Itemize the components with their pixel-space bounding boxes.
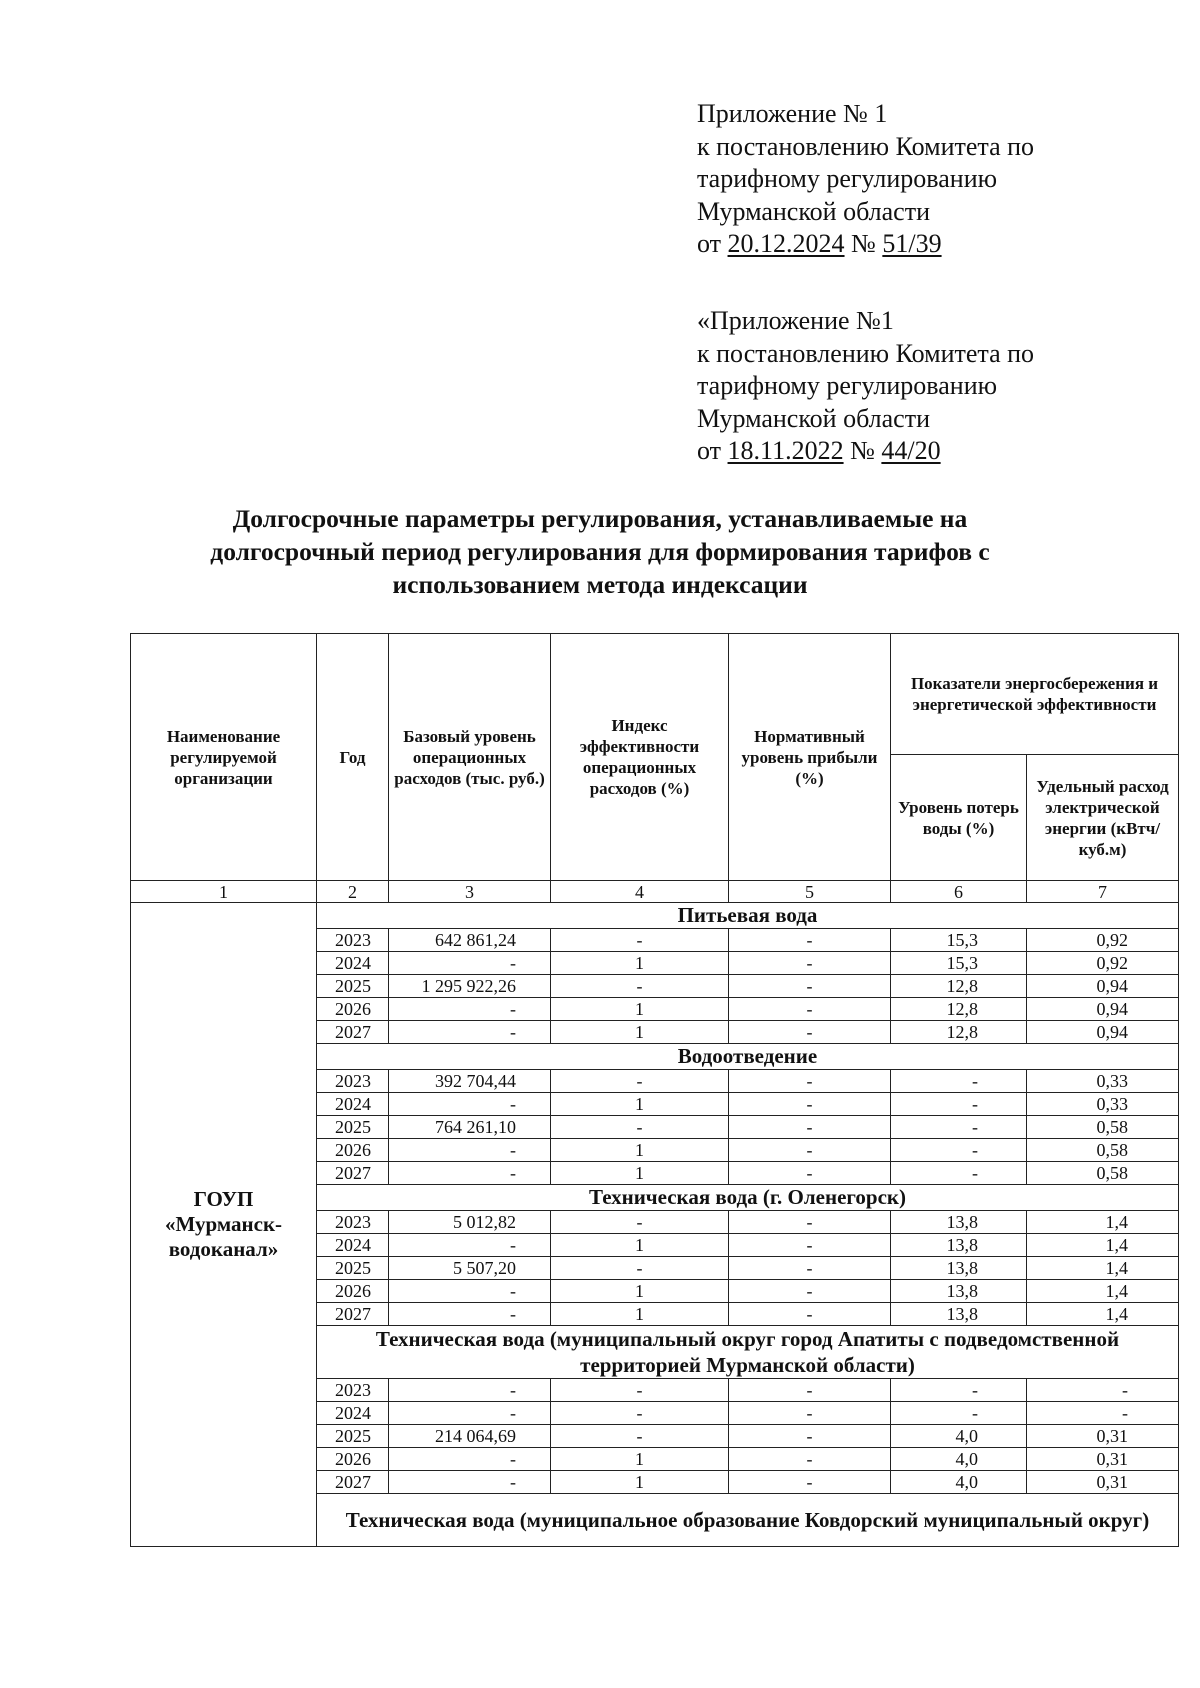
cell-electricity: 0,33: [1027, 1070, 1179, 1093]
cell-water-loss: -: [891, 1162, 1027, 1185]
cell-electricity: 0,58: [1027, 1162, 1179, 1185]
cell-year: 2023: [317, 1211, 389, 1234]
cell-efficiency-index: -: [551, 1257, 729, 1280]
cell-electricity: 0,31: [1027, 1448, 1179, 1471]
cell-year: 2024: [317, 952, 389, 975]
cell-efficiency-index: 1: [551, 1448, 729, 1471]
column-number: 2: [317, 881, 389, 903]
cell-water-loss: -: [891, 1116, 1027, 1139]
cell-water-loss: 15,3: [891, 952, 1027, 975]
cell-efficiency-index: -: [551, 975, 729, 998]
cell-water-loss: 15,3: [891, 929, 1027, 952]
cell-electricity: 0,94: [1027, 1021, 1179, 1044]
parameters-table: [130, 633, 1179, 1547]
cell-electricity: 0,31: [1027, 1425, 1179, 1448]
cell-profit-level: -: [729, 1211, 891, 1234]
approval-line: «Приложение №1: [697, 306, 894, 335]
cell-year: 2027: [317, 1021, 389, 1044]
approval-line: к постановлению Комитета по: [697, 131, 1035, 161]
cell-efficiency-index: 1: [551, 1093, 729, 1116]
cell-year: 2027: [317, 1303, 389, 1326]
cell-profit-level: -: [729, 929, 891, 952]
section-row: [131, 903, 1179, 929]
header-water-loss: Уровень потерь воды (%): [891, 755, 1027, 881]
column-number: 6: [891, 881, 1027, 903]
cell-profit-level: -: [729, 1471, 891, 1494]
cell-profit-level: -: [729, 1280, 891, 1303]
cell-year: 2026: [317, 1139, 389, 1162]
approval-block-current: [697, 98, 1034, 261]
cell-base-opex: 392 704,44: [389, 1070, 551, 1093]
cell-base-opex: 764 261,10: [389, 1116, 551, 1139]
cell-profit-level: -: [729, 1303, 891, 1326]
cell-water-loss: -: [891, 1093, 1027, 1116]
cell-base-opex: 5 507,20: [389, 1257, 551, 1280]
cell-profit-level: -: [729, 952, 891, 975]
cell-base-opex: -: [389, 1139, 551, 1162]
section-title: Техническая вода (г. Оленегорск): [317, 1185, 1179, 1211]
cell-water-loss: 4,0: [891, 1448, 1027, 1471]
header-base-opex: Базовый уровень операционных расходов (тыс. руб.): [389, 634, 551, 881]
section-title: Техническая вода (муниципальное образование Ковдорский муниципальный округ): [317, 1494, 1179, 1547]
column-number: 3: [389, 881, 551, 903]
title-line: использованием метода индексации: [392, 570, 808, 599]
approval-date: 18.11.2022: [727, 436, 844, 465]
approval-date-line: [697, 228, 1034, 261]
cell-profit-level: -: [729, 1379, 891, 1402]
organization-name: ГОУП «Мурманск-водоканал»: [131, 903, 317, 1547]
cell-water-loss: 12,8: [891, 975, 1027, 998]
cell-water-loss: 13,8: [891, 1211, 1027, 1234]
cell-base-opex: -: [389, 998, 551, 1021]
cell-profit-level: -: [729, 1402, 891, 1425]
cell-efficiency-index: -: [551, 1425, 729, 1448]
cell-efficiency-index: 1: [551, 1303, 729, 1326]
cell-year: 2025: [317, 975, 389, 998]
cell-year: 2024: [317, 1234, 389, 1257]
approval-number: 44/20: [881, 436, 941, 465]
cell-electricity: 0,58: [1027, 1139, 1179, 1162]
cell-profit-level: -: [729, 998, 891, 1021]
cell-base-opex: -: [389, 1448, 551, 1471]
cell-water-loss: 13,8: [891, 1280, 1027, 1303]
cell-year: 2027: [317, 1471, 389, 1494]
cell-efficiency-index: 1: [551, 1471, 729, 1494]
number-prefix: №: [851, 229, 876, 258]
column-number-row: [131, 881, 1179, 903]
cell-profit-level: -: [729, 1070, 891, 1093]
cell-profit-level: -: [729, 1139, 891, 1162]
approval-line: к постановлению Комитета по: [697, 338, 1035, 368]
header-org: Наименование регулируемой организации: [131, 634, 317, 881]
cell-base-opex: 1 295 922,26: [389, 975, 551, 998]
approval-line: тарифному регулированию: [697, 371, 998, 400]
cell-efficiency-index: 1: [551, 998, 729, 1021]
header-row: [131, 634, 1179, 755]
cell-electricity: 1,4: [1027, 1303, 1179, 1326]
cell-year: 2026: [317, 1280, 389, 1303]
cell-efficiency-index: 1: [551, 1162, 729, 1185]
cell-electricity: 1,4: [1027, 1280, 1179, 1303]
cell-water-loss: 13,8: [891, 1234, 1027, 1257]
cell-water-loss: 13,8: [891, 1303, 1027, 1326]
cell-efficiency-index: 1: [551, 952, 729, 975]
title-line: долгосрочный период регулирования для формирования тарифов с: [210, 537, 990, 566]
date-prefix: от: [697, 436, 722, 465]
cell-electricity: 0,31: [1027, 1471, 1179, 1494]
cell-year: 2025: [317, 1425, 389, 1448]
cell-electricity: -: [1027, 1379, 1179, 1402]
column-number: 1: [131, 881, 317, 903]
cell-base-opex: -: [389, 1303, 551, 1326]
cell-water-loss: -: [891, 1379, 1027, 1402]
cell-efficiency-index: 1: [551, 1021, 729, 1044]
cell-profit-level: -: [729, 975, 891, 998]
cell-electricity: 0,94: [1027, 998, 1179, 1021]
approval-date: 20.12.2024: [727, 229, 845, 258]
header-year: Год: [317, 634, 389, 881]
cell-year: 2026: [317, 998, 389, 1021]
column-number: 7: [1027, 881, 1179, 903]
section-title: Водоотведение: [317, 1044, 1179, 1070]
cell-electricity: 1,4: [1027, 1211, 1179, 1234]
cell-year: 2025: [317, 1257, 389, 1280]
approval-line: Мурманской области: [697, 403, 930, 433]
cell-electricity: 0,92: [1027, 929, 1179, 952]
cell-water-loss: 4,0: [891, 1471, 1027, 1494]
cell-year: 2024: [317, 1093, 389, 1116]
cell-water-loss: -: [891, 1139, 1027, 1162]
cell-year: 2023: [317, 1379, 389, 1402]
cell-profit-level: -: [729, 1234, 891, 1257]
cell-electricity: 1,4: [1027, 1234, 1179, 1257]
column-number: 4: [551, 881, 729, 903]
cell-base-opex: -: [389, 1402, 551, 1425]
cell-year: 2025: [317, 1116, 389, 1139]
cell-electricity: 0,94: [1027, 975, 1179, 998]
cell-electricity: 0,92: [1027, 952, 1179, 975]
title-line: Долгосрочные параметры регулирования, устанавливаемые на: [232, 504, 968, 533]
approval-number: 51/39: [882, 229, 942, 258]
cell-base-opex: -: [389, 1471, 551, 1494]
cell-base-opex: -: [389, 1379, 551, 1402]
cell-water-loss: 13,8: [891, 1257, 1027, 1280]
cell-base-opex: -: [389, 952, 551, 975]
approval-line: Мурманской области: [697, 196, 930, 226]
cell-efficiency-index: 1: [551, 1234, 729, 1257]
cell-profit-level: -: [729, 1093, 891, 1116]
section-title: Техническая вода (муниципальный округ город Апатиты с подведомственной территорией Мурманской области): [317, 1326, 1179, 1379]
approval-date-line: [697, 435, 1034, 468]
cell-water-loss: -: [891, 1070, 1027, 1093]
cell-base-opex: -: [389, 1021, 551, 1044]
cell-year: 2024: [317, 1402, 389, 1425]
cell-efficiency-index: -: [551, 1070, 729, 1093]
cell-efficiency-index: -: [551, 929, 729, 952]
header-efficiency-index: Индекс эффективности операционных расходов (%): [551, 634, 729, 881]
document-title: [140, 502, 1060, 601]
section-title: Питьевая вода: [317, 903, 1179, 929]
cell-year: 2023: [317, 1070, 389, 1093]
cell-electricity: 0,33: [1027, 1093, 1179, 1116]
cell-electricity: 0,58: [1027, 1116, 1179, 1139]
number-prefix: №: [850, 436, 875, 465]
cell-base-opex: -: [389, 1234, 551, 1257]
cell-water-loss: 12,8: [891, 1021, 1027, 1044]
cell-profit-level: -: [729, 1257, 891, 1280]
cell-base-opex: -: [389, 1280, 551, 1303]
approval-line: Приложение № 1: [697, 99, 888, 128]
cell-water-loss: 4,0: [891, 1425, 1027, 1448]
cell-water-loss: -: [891, 1402, 1027, 1425]
cell-profit-level: -: [729, 1162, 891, 1185]
approval-block-previous: [697, 305, 1034, 468]
cell-efficiency-index: 1: [551, 1280, 729, 1303]
cell-base-opex: 214 064,69: [389, 1425, 551, 1448]
cell-efficiency-index: -: [551, 1379, 729, 1402]
cell-profit-level: -: [729, 1425, 891, 1448]
cell-base-opex: 642 861,24: [389, 929, 551, 952]
cell-profit-level: -: [729, 1021, 891, 1044]
cell-efficiency-index: -: [551, 1402, 729, 1425]
cell-base-opex: -: [389, 1093, 551, 1116]
cell-profit-level: -: [729, 1448, 891, 1471]
header-profit-level: Нормативный уровень прибыли (%): [729, 634, 891, 881]
cell-efficiency-index: -: [551, 1211, 729, 1234]
cell-year: 2026: [317, 1448, 389, 1471]
cell-efficiency-index: 1: [551, 1139, 729, 1162]
approval-line: тарифному регулированию: [697, 164, 998, 193]
date-prefix: от: [697, 229, 722, 258]
cell-efficiency-index: -: [551, 1116, 729, 1139]
cell-electricity: 1,4: [1027, 1257, 1179, 1280]
cell-base-opex: 5 012,82: [389, 1211, 551, 1234]
column-number: 5: [729, 881, 891, 903]
cell-profit-level: -: [729, 1116, 891, 1139]
cell-base-opex: -: [389, 1162, 551, 1185]
cell-year: 2023: [317, 929, 389, 952]
header-electricity: Удельный расход электрической энергии (кВтч/куб.м): [1027, 755, 1179, 881]
cell-electricity: -: [1027, 1402, 1179, 1425]
cell-year: 2027: [317, 1162, 389, 1185]
cell-water-loss: 12,8: [891, 998, 1027, 1021]
header-energy-group: Показатели энергосбережения и энергетической эффективности: [891, 634, 1179, 755]
